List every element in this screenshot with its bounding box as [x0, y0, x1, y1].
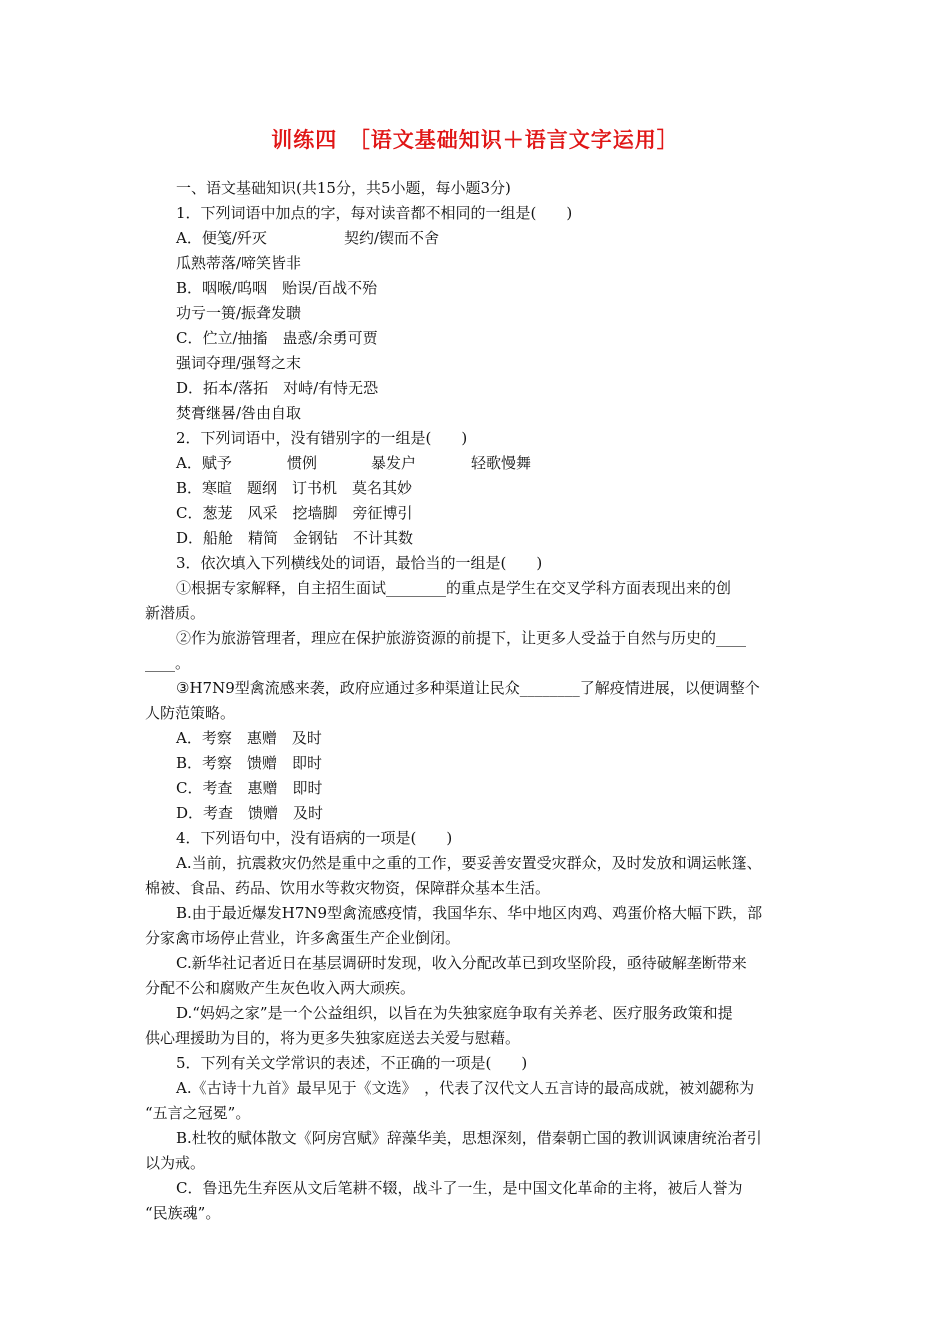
q5-option-b-line2: 以为戒。	[145, 1154, 206, 1172]
q5-option-a-line2: “五言之冠冕”。	[145, 1104, 251, 1122]
q4-option-d-line2: 供心理援助为目的，将为更多失独家庭送去关爱与慰藉。	[145, 1029, 521, 1047]
q5-option-b-line1: B.杜牧的赋体散文《阿房宫赋》辞藻华美，思想深刻，借秦朝亡国的教训讽谏唐统治者引	[176, 1129, 762, 1147]
q3-sentence1-line2: 新潜质。	[145, 604, 206, 622]
q1-option-c-line2: 强词夺理/强弩之末	[176, 354, 302, 372]
q5-stem: 5．下列有关文学常识的表述，不正确的一项是( )	[176, 1054, 528, 1072]
q5-option-a-line1: A.《古诗十九首》最早见于《文选》 ，代表了汉代文人五言诗的最高成就，被刘勰称为	[176, 1079, 755, 1097]
q2-option-a-w4: 轻歌慢舞	[471, 454, 532, 472]
q3-option-d: D．考查 馈赠 及时	[176, 804, 324, 822]
q3-sentence2-line2: ____。	[145, 654, 191, 672]
q1-option-a-line1	[176, 228, 267, 248]
q2-option-a-w1: A．赋予	[176, 454, 232, 472]
q4-option-b-line2: 分家禽市场停止营业，许多禽蛋生产企业倒闭。	[145, 929, 461, 947]
section-heading: 一、语文基础知识(共15分，共5小题，每小题3分)	[176, 179, 511, 197]
q4-option-a-line2: 棉被、食品、药品、饮用水等救灾物资，保障群众基本生活。	[145, 879, 551, 897]
q3-sentence2-line1: ②作为旅游管理者，理应在保护旅游资源的前提下，让更多人受益于自然与历史的____	[176, 629, 747, 647]
q1-a-part2: 契约/锲而不舍	[344, 229, 440, 247]
q1-option-b-line1: B．咽喉/呜咽 贻误/百战不殆	[176, 279, 378, 297]
q1-option-d-line2: 焚膏继晷/咎由自取	[176, 404, 302, 422]
q2-option-d: D．船舱 精简 金钢钻 不计其数	[176, 529, 414, 547]
q3-option-a: A．考察 惠赠 及时	[176, 729, 322, 747]
q4-stem: 4．下列语句中，没有语病的一项是( )	[176, 829, 453, 847]
page-title: 训练四 ［语文基础知识＋语言文字运用］	[271, 128, 679, 152]
q2-stem: 2．下列词语中，没有错别字的一组是( )	[176, 429, 468, 447]
q3-option-b: B．考察 馈赠 即时	[176, 754, 323, 772]
q1-option-d-line1: D．拓本/落拓 对峙/有恃无恐	[176, 379, 379, 397]
q1-option-c-line1: C．伫立/抽搐 蛊惑/余勇可贾	[176, 329, 378, 347]
q3-stem: 3．依次填入下列横线处的词语，最恰当的一组是( )	[176, 554, 543, 572]
q1-option-a-line2: 瓜熟蒂落/啼笑皆非	[176, 254, 302, 272]
q5-option-c-line1: C．鲁迅先生弃医从文后笔耕不辍，战斗了一生，是中国文化革命的主将，被后人誉为	[176, 1179, 743, 1197]
q2-option-a-w2: 惯例	[287, 454, 318, 472]
q4-option-d-line1: D.“妈妈之家”是一个公益组织，以旨在为失独家庭争取有关养老、医疗服务政策和提	[176, 1004, 733, 1022]
q4-option-b-line1: B.由于最近爆发H7N9型禽流感疫情，我国华东、华中地区肉鸡、鸡蛋价格大幅下跌，部	[176, 904, 763, 922]
q3-sentence1-line1: ①根据专家解释，自主招生面试________的重点是学生在交叉学科方面表现出来的创	[176, 579, 732, 597]
q4-option-a-line1: A.当前，抗震救灾仍然是重中之重的工作，要妥善安置受灾群众，及时发放和调运帐篷、	[176, 854, 762, 872]
q2-option-b: B．寒暄 题纲 订书机 莫名其妙	[176, 479, 413, 497]
q1-a-part1: A．便笺/歼灭	[176, 229, 267, 247]
q1-stem: 1．下列词语中加点的字，每对读音都不相同的一组是( )	[176, 204, 573, 222]
q1-option-b-line2: 功亏一篑/振聋发聩	[176, 304, 302, 322]
q2-option-c: C．葱茏 风采 挖墙脚 旁征博引	[176, 504, 413, 522]
q4-option-c-line1: C.新华社记者近日在基层调研时发现，收入分配改革已到攻坚阶段，亟待破解垄断带来	[176, 954, 747, 972]
q3-sentence3-line1: ③H7N9型禽流感来袭，政府应通过多种渠道让民众________了解疫情进展，以便调整个	[176, 679, 760, 697]
q5-option-c-line2: “民族魂”。	[145, 1204, 221, 1222]
q3-option-c: C．考查 惠赠 即时	[176, 779, 323, 797]
q3-sentence3-line2: 人防范策略。	[145, 704, 236, 722]
q2-option-a-w3: 暴发户	[371, 454, 417, 472]
q4-option-c-line2: 分配不公和腐败产生灰色收入两大顽疾。	[145, 979, 416, 997]
